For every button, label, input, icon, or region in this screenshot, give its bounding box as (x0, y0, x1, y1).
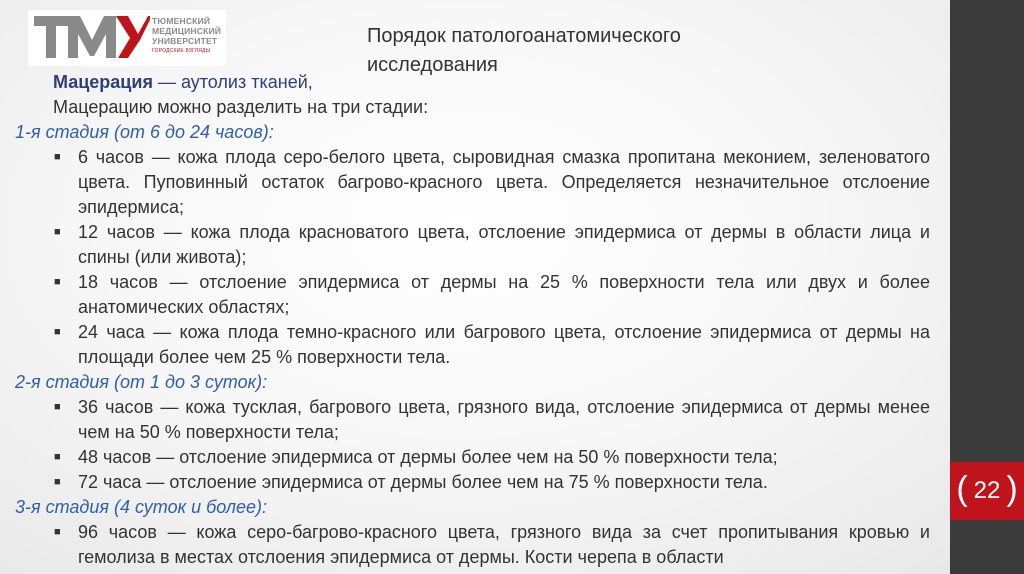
bullet-icon: ■ (54, 326, 61, 338)
list-item: ■ 12 часов — кожа плода красноватого цвета, отслоение эпидермиса от дермы в области лица и спины (или живота); (54, 222, 930, 267)
list-item: ■ 72 часа — отслоение эпидермиса от дермы более чем на 75 % поверхности тела. (15, 470, 930, 495)
stage-heading: 1-я стадия (от 6 до 24 часов): (15, 122, 274, 142)
logo-tagline: ГОРОДСКИЕ ВЗГЛЯДЫ (152, 48, 211, 54)
list-item: ■ 36 часов — кожа тусклая, багрового цвета, грязного вида, отслоение эпидермиса от дермы менее чем на 50 % поверхности тела; (54, 397, 930, 442)
definition-line (15, 70, 930, 95)
bullet-icon: ■ (54, 276, 61, 288)
bullet-icon: ■ (54, 451, 61, 463)
bullet-icon: ■ (54, 476, 61, 488)
university-logo (28, 10, 226, 66)
logo-text: ТЮМЕНСКИЙ МЕДИЦИНСКИЙ УНИВЕРСИТЕТ ГОРОДСКИЕ ВЗГЛЯДЫ (152, 16, 226, 54)
intro-sentence: Мацерацию можно разделить на три стадии: (53, 97, 429, 117)
bullet-icon: ■ (54, 226, 61, 238)
list-item: ■ 24 часа — кожа плода темно-красного или багрового цвета, отслоение эпидермиса от дермы на площади более чем 25 % поверхности тела. (54, 322, 930, 367)
list-item: ■ 48 часов — отслоение эпидермиса от дермы более чем на 50 % поверхности тела; (15, 445, 930, 470)
bullet-icon: ■ (54, 151, 61, 163)
list-item: ■ 18 часов — отслоение эпидермиса от дермы на 25 % поверхности тела или двух и более анатомических областях; (54, 272, 930, 317)
bullet-icon: ■ (54, 526, 61, 538)
list-item: ■ 6 часов — кожа плода серо-белого цвета, сыровидная смазка пропитана меконием, зеленоватого цвета. Пуповинный остаток багрово-красного цвета. Определяется незначительное отслоение эпидермиса; (54, 147, 930, 217)
tmu-logo-icon (32, 12, 150, 62)
term: Мацерация (53, 72, 153, 92)
bullet-icon: ■ (54, 401, 61, 413)
stage-heading: 2-я стадия (от 1 до 3 суток): (15, 372, 268, 392)
term-definition: — аутолиз тканей, (152, 72, 313, 92)
slide-title: Порядок патологоанатомического исследования (367, 25, 681, 76)
page-number: 22 (973, 477, 1001, 504)
page-number-badge: ( 22 ) (950, 462, 1024, 520)
stage-heading: 3-я стадия (4 суток и более): (15, 497, 268, 517)
list-item: ■ 96 часов — кожа серо-багрово-красного цвета, грязного вида за счет пропитывания кровью и гемолиза в местах отслоения эпидермиса от дермы. Кости черепа в области (54, 522, 930, 567)
slide-content (15, 70, 930, 570)
